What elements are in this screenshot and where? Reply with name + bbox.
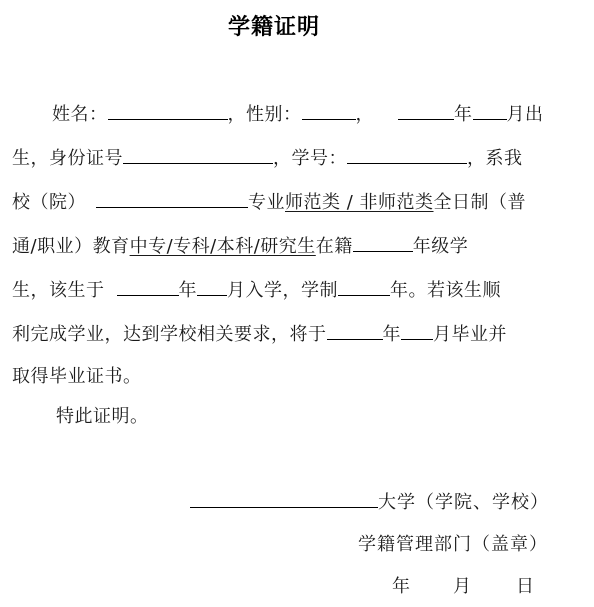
school-label: 大学（学院、学校） xyxy=(378,492,549,513)
body-line-2: 生，身份证号 ，学号： ，系我 xyxy=(12,144,586,170)
name-label: 姓名： xyxy=(52,104,108,125)
name-blank[interactable] xyxy=(108,100,228,120)
body-line-8: 特此证明。 xyxy=(56,406,149,427)
enroll-month-blank[interactable] xyxy=(197,276,227,296)
id-number-blank[interactable] xyxy=(123,144,273,164)
body-line-1: 姓名： ，性别： ， 年 月出 xyxy=(12,100,586,126)
grade-blank[interactable] xyxy=(353,232,413,252)
body-line-4: 通/职业）教育中专/专科/本科/研究生在籍 年级学 xyxy=(12,232,586,258)
gender-label: 性别： xyxy=(246,104,302,125)
date-month-label: 月 xyxy=(453,576,472,597)
university-name-blank[interactable] xyxy=(190,488,378,508)
duration-blank[interactable] xyxy=(338,276,390,296)
graduate-month-blank[interactable] xyxy=(401,320,433,340)
enroll-year-blank[interactable] xyxy=(117,276,179,296)
date-year-label: 年 xyxy=(392,576,411,597)
body-line-3: 校（院） 专业师范类 / 非师范类全日制（普 xyxy=(12,188,586,214)
school-signature-line xyxy=(190,488,549,516)
document-title: 学籍证明 xyxy=(227,15,320,40)
body-line-6: 利完成学业，达到学校相关要求，将于 年 月毕业并 xyxy=(12,320,586,346)
office-stamp-label: 学籍管理部门（盖章） xyxy=(358,534,548,555)
education-level-options[interactable]: 中专/专科/本科/研究生 xyxy=(129,236,316,257)
graduate-year-blank[interactable] xyxy=(327,320,383,340)
major-blank[interactable] xyxy=(96,188,248,208)
gender-blank[interactable] xyxy=(302,100,356,120)
teacher-type-options[interactable]: 师范类 / 非师范类 xyxy=(285,192,434,213)
student-id-blank[interactable] xyxy=(347,144,467,164)
birth-month-blank[interactable] xyxy=(473,100,507,120)
signature-date xyxy=(392,574,535,600)
birth-year-blank[interactable] xyxy=(398,100,454,120)
date-day-label: 日 xyxy=(516,576,535,597)
body-line-7: 取得毕业证书。 xyxy=(12,366,142,387)
body-line-5: 生，该生于 年 月入学，学制 年。若该生顺 xyxy=(12,276,586,302)
